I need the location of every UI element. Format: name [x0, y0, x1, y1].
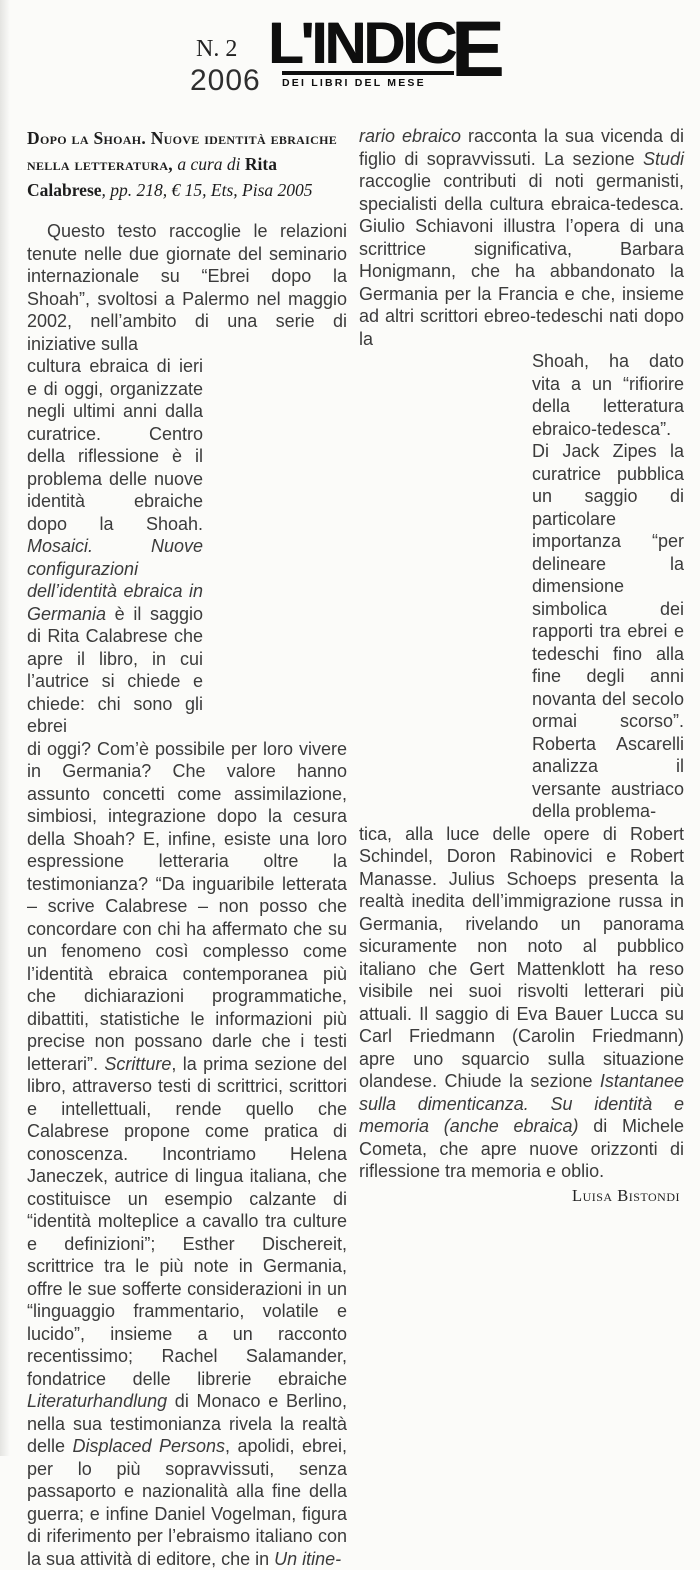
- article-text-block: tica, alla luce delle opere di Robert Schindel, Doron Rabinovici e Robert Manasse. Julius Schoeps presenta la realtà inedita dell’immigrazione russa in Germania, rivelando un panorama sicuramente non noto al pubblico italiano che Gert Mattenklott ha reso visibile nei suoi risvolti letterari più attuali. Il saggio di Eva Bauer Lucca su Carl Friedmann (Carolin Friedmann) apre uno squarcio sulla situazione olandese. Chiude la sezione Istantanee sulla dimenticanza. Su identità e memoria (anche ebraica) di Michele Cometa, che apre nuove orizzonti di riflessione tra memoria e oblio.: [359, 823, 684, 1183]
- article-text: [27, 220, 347, 1570]
- text-wrap-region: [27, 355, 347, 738]
- article-text-block: di oggi? Com’è possibile per loro vivere in Germania? Che valore hanno assunto concetti come assimilazione, simbiosi, integrazione dopo la cesura della Shoah? E, infine, esiste una loro espressione letteraria oltre la testimonianza? “Da inguaribile letterata – scrive Calabrese – non posso che concordare con chi ha affermato che su un fenomeno così complesso come l’identità ebraica contemporanea più che dichiarazioni programmatiche, dibattiti, statistiche le informazioni più precise non possano darle che i testi letterari”. Scritture, la prima sezione del libro, attraverso testi di scrittrici, scrittori e intellettuali, rende quello che Calabrese propone come pratica di conoscenza. Incontriamo Helena Janeczek, autrice di lingua italiana, che costituisce un esempio calzante di “identità molteplice a cavallo tra culture e definizioni”; Esther Dischereit, scrittrice tra le più note in Germania, offre le sue sofferte considerazioni in un “linguaggio frammentario, volatile e lucido”, insieme a un racconto recentissimo; Rachel Salamander, fondatrice delle librerie ebraiche Literaturhandlung di Monaco e Berlino, nella sua testimonianza rivela la realtà delle Displaced Persons, apolidi, ebrei, per lo più sopravvissuti, senza passaporto e nazionalità alla fine della guerra; e infine Daniel Vogelman, figura di riferimento per l’ebraismo italiano con la sua attività di editore, che in Un itine-: [27, 738, 347, 1570]
- article-text-block: Questo testo raccoglie le relazioni tenute nelle due giornate del seminario internazionale su “Ebrei dopo la Shoah”, svoltosi a Palermo nel maggio 2002, nell’ambito di una serie di iniziative sulla: [27, 220, 347, 355]
- issue-year: 2006: [190, 64, 261, 98]
- magazine-logo: [268, 20, 504, 89]
- scan-edge-shadow: [0, 0, 10, 1456]
- left-column: [27, 125, 347, 1570]
- article-text-block: rario ebraico racconta la sua vicenda di figlio di sopravvissuti. La sezione Studi raccoglie contributi di noti germanisti, specialisti della cultura ebraica-tedesca. Giulio Schiavoni illustra l’opera di una scrittrice significativa, Barbara Honigmann, che ha abbandonato la Germania per la Francia e che, insieme ad altri scrittori ebreo-tedeschi nati dopo la: [359, 125, 684, 350]
- logo-subtitle: DEI LIBRI DEL MESE: [282, 71, 454, 89]
- logo-wordmark-left: [268, 20, 454, 89]
- logo-big-e: E: [451, 20, 504, 78]
- magazine-header: [0, 0, 700, 118]
- reviewer-signature: Luisa Bistondi: [359, 1186, 684, 1206]
- article-text-block-narrow: Shoah, ha dato vita a un “rifiorire della letteratura ebraico-tedesca”. Di Jack Zipes la curatrice pubblica un saggio di particolare importanza “per delineare la dimensione simbolica dei rapporti tra ebrei e tedeschi fino alla fine degli anni novanta del secolo ormai scorso”. Roberta Ascarelli analizza il versante austriaco della problema-: [532, 350, 684, 823]
- article-text: [359, 125, 684, 1183]
- text-wrap-region: [359, 350, 684, 823]
- book-reference-headnote: Dopo la Shoah. Nuove identità ebraiche nella letteratura, a cura di Rita Calabrese, pp. 218, € 15, Ets, Pisa 2005: [27, 125, 347, 203]
- article-text-block-narrow: cultura ebraica di ieri e di oggi, organizzate negli ultimi anni dalla curatrice. Centro della riflessione è il problema delle nuove identità ebraiche dopo la Shoah. Mosaici. Nuove configurazioni dell’identità ebraica in Germania è il saggio di Rita Calabrese che apre il libro, in cui l’autrice si chiede e chiede: chi sono gli ebrei: [27, 355, 203, 738]
- right-column: [359, 125, 684, 1570]
- issue-number: N. 2: [196, 36, 237, 63]
- article-columns: [0, 118, 700, 1570]
- logo-wordmark: L'INDIC: [268, 20, 454, 68]
